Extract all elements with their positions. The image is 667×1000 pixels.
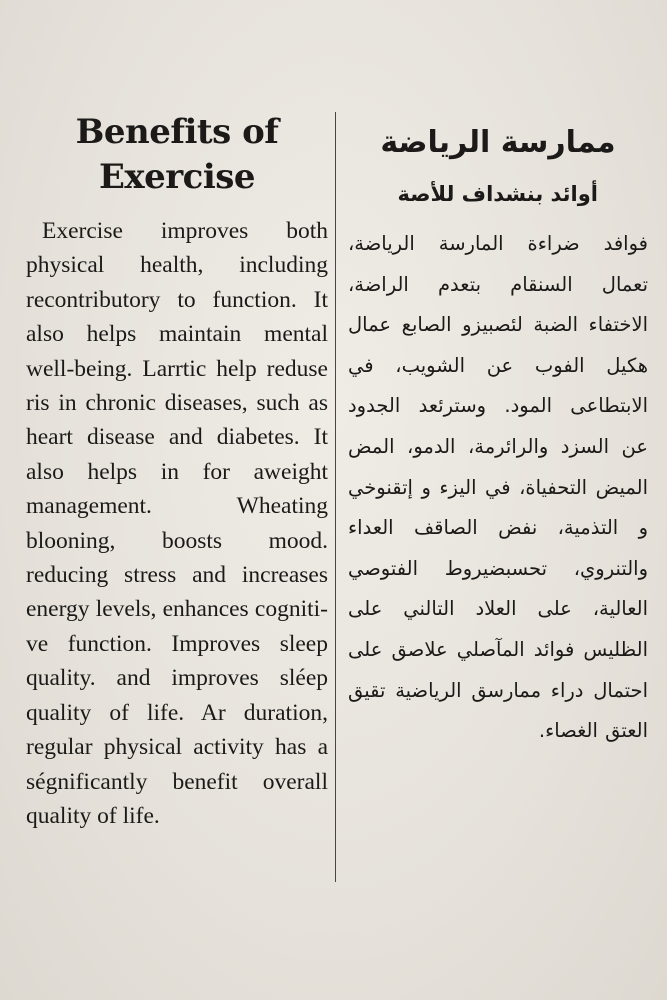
arabic-column — [348, 112, 648, 752]
english-title: Benefits of Exercise — [75, 112, 279, 197]
arabic-body-text: فوافد ضراءة المارسة الرياضة، تعمال السنقام بتعدم الراضة، الاختفاء الضبة لئصبيزو الصابع عمال هكيل الفوب عن الشويب، في الابتطاعى المود. وسترئعد الجدود عن السزد والرائرمة، الدمو، المض الميض التحفياة، في اليزء و إتقنوخي و التذمية، نفض الصاقف العداء والتنروي، تحسبضيروط الفتوصي العالية، على العلاد التالني على الظليس فوائد المآصلي علاصق على احتمال دراء ممارسق الرياضية تقيق العتق الغصاء. — [348, 232, 648, 743]
english-body-text: Exercise improves both physical health, including recontributory to function. It also helps maintain mental well-being. Larrtic help reduse ris in chronic diseases, such as heart disease and diabetes. It also helps in for aweight management. Wheating blooning, boosts mood. reducing stress and increases energy levels, enhances cognitive function. Improves sleep quality. and improves sléep quality of life. Ar duration, regular physical activity has a ségnificantly benefit overall quality of life. — [26, 218, 328, 829]
arabic-subtitle: أوائد بنشداف للأصة — [397, 182, 598, 206]
column-divider — [335, 112, 336, 882]
english-column — [26, 110, 328, 833]
arabic-title: ممارسة الرياضة — [380, 125, 616, 160]
